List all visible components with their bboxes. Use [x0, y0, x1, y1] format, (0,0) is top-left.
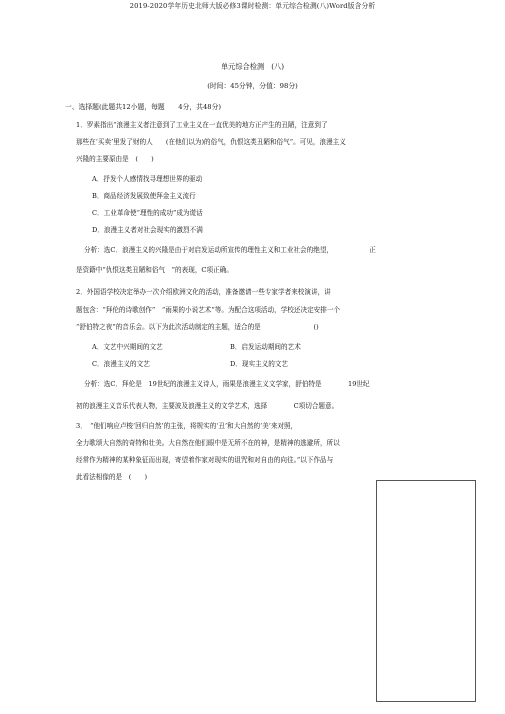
q1-stem-line: 1．罗素指出“浪漫主义者注意到了工业主义在一直优美的地方正产生的丑陋，注意到了 [76, 121, 328, 129]
q2-stem-line: 2．外国语学校决定举办一次介绍欧洲文化的活动，准备邀请一些专家学者来校演讲，讲 [76, 288, 331, 296]
exam-meta: (时间：45分钟，分值：98分) [207, 82, 298, 90]
q3-stem-line: 此看法相像的是 ( ) [76, 473, 148, 481]
q3-stem-line: 经常作为精神的某种象征而出现，寄望着作家对现实的诅咒和对自由的向往。”以下作品与 [76, 456, 334, 464]
image-placeholder-box [376, 480, 476, 702]
q1-option-a: A．抒发个人感情找寻理想世界的驱动 [92, 175, 203, 183]
q2-option-d: D．现实主义的文艺 [230, 360, 289, 368]
q2-option-a: A．文艺中兴期间的文艺 [92, 343, 163, 351]
q2-stem-line: “舒伯特之夜”的音乐会。以下为此次活动制定的主题，适合的是 () [76, 323, 319, 331]
q3-stem-line: 3． “他们响应卢梭‘回归自然’的主张，将规实的‘丑’和大自然的‘美’来对照， [76, 422, 298, 430]
q2-option-b: B．启发运动期间的艺术 [230, 343, 301, 351]
q2-analysis-line: 分析：选C．拜伦是 19世纪的浪漫主义诗人，雨果是浪漫主义文学家，舒伯特是 19世纪 [84, 380, 370, 388]
q1-option-c: C．工业革命使“理性的成功”成为谎话 [92, 209, 203, 217]
q1-analysis-line: 分析：选C．浪漫主义的兴隆是由于对启发运动所宣传的理性主义和工业社会的绝望， 正 [84, 246, 376, 254]
q1-stem-line: 那些在‘买卖’里发了财的人 (在他们以为)的俗气，仇恨这类丑陋和俗气”。可见，浪漫主义 [76, 138, 346, 146]
q1-option-d: D．浪漫主义者对社会现实的激烈不满 [92, 226, 203, 234]
page-title: 单元综合检测 (八) [220, 62, 285, 71]
q3-stem-line: 全力歌颂大自然的奇特和壮美。大自然在他们眼中是无所不在的神，是精神的逃避所，所以 [76, 439, 340, 447]
q2-option-c: C．浪漫主义的文艺 [92, 360, 150, 368]
q2-stem-line: 题包含：“拜伦的诗歌创作” “雨果的小说艺术”等。为配合这项活动，学校还决定安排一个 [76, 306, 341, 314]
section-heading: 一、选择题(此题共12小题，每题 4分，共48分) [65, 103, 222, 111]
q1-analysis-line: 是资籍中“仇恨这类丑陋和俗气 ”的表现，C项正确。 [76, 266, 233, 274]
q1-option-b: B．商品经济发展致使拜金主义流行 [92, 192, 196, 200]
q2-analysis-line: 初的浪漫主义音乐代表人物，主要波及浪漫主义的文学艺术，选择 C项切合题意。 [76, 402, 339, 410]
q1-stem-line: 兴隆的主要原由是 ( ) [76, 155, 154, 163]
document-header: 2019-2020学年历史北师大版必修3课时检测：单元综合检测(八)Word版含分析 [129, 2, 376, 10]
